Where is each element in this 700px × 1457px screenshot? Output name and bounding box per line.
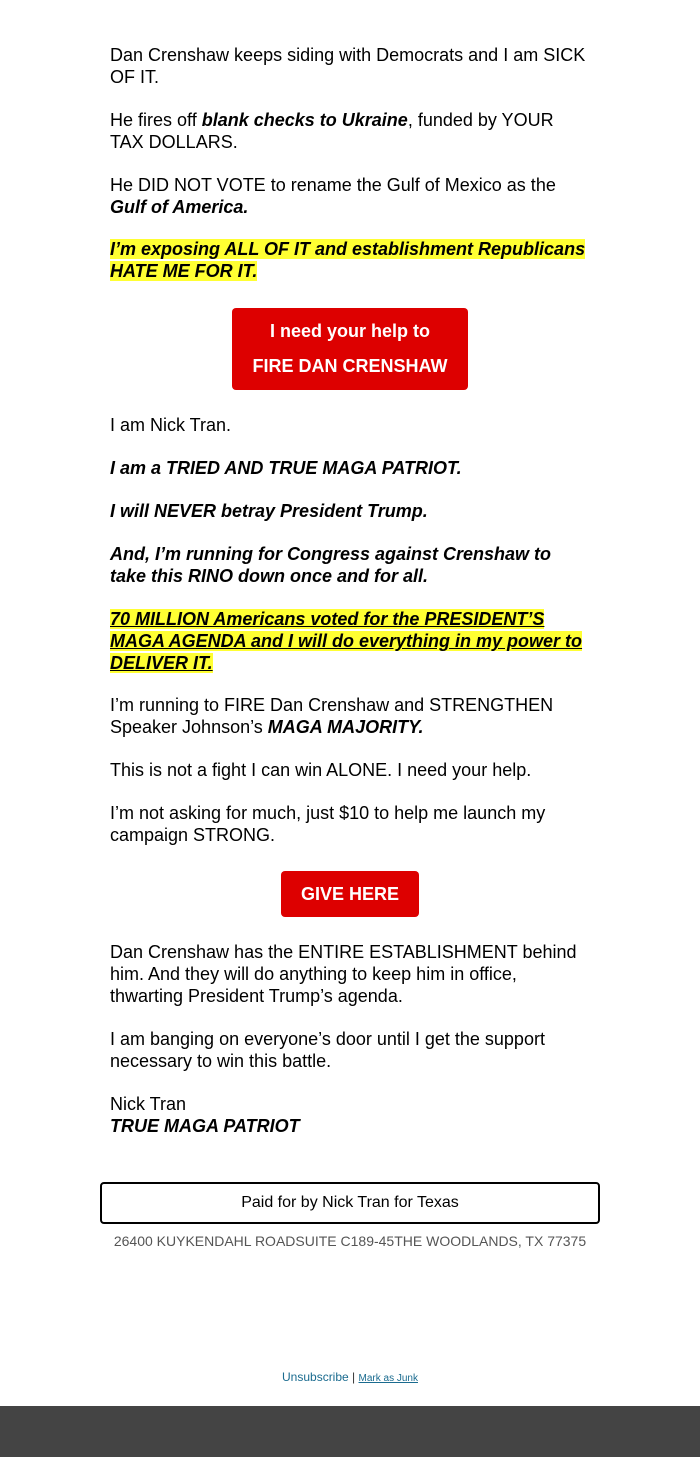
fire-crenshaw-button[interactable] <box>232 308 468 390</box>
paragraph-establishment: Dan Crenshaw has the ENTIRE ESTABLISHMENT behind him. And they will do anything to keep him in office, thwarting President Trump’s agenda. <box>110 942 577 1006</box>
footer-links <box>0 1370 700 1384</box>
paragraph-fire-crenshaw: I’m running to FIRE Dan Crenshaw and STRENGTHEN Speaker Johnson’s MAGA MAJORITY. <box>110 695 554 737</box>
give-here-button[interactable]: GIVE HERE <box>281 871 419 917</box>
mailing-address: 26400 KUYKENDAHL ROADSUITE C189-45THE WOODLANDS, TX 77375 <box>113 1233 587 1249</box>
paragraph-banging-doors: I am banging on everyone’s door until I get the support necessary to win this battle. <box>110 1029 545 1071</box>
signature <box>110 1093 590 1137</box>
fire-button-line2: FIRE DAN CRENSHAW <box>252 356 448 376</box>
paragraph-highlight-70-million: 70 MILLION Americans voted for the PRESIDENT’S MAGA AGENDA and I will do everything in my power to DELIVER IT. <box>110 609 583 673</box>
signature-name: Nick Tran <box>110 1094 187 1114</box>
signature-title: TRUE MAGA PATRIOT <box>110 1116 300 1136</box>
paragraph-nick-tran: I am Nick Tran. <box>110 415 232 435</box>
paragraph-gulf: He DID NOT VOTE to rename the Gulf of Mexico as the Gulf of America. <box>110 175 556 217</box>
paid-for-disclaimer: Paid for by Nick Tran for Texas <box>100 1182 600 1224</box>
unsubscribe-link[interactable]: Unsubscribe <box>282 1370 349 1384</box>
paragraph-sick-of-it: Dan Crenshaw keeps siding with Democrats and I am SICK OF IT. <box>110 45 586 87</box>
paragraph-never-betray: I will NEVER betray President Trump. <box>110 501 428 521</box>
paragraph-running-congress: And, I’m running for Congress against Crenshaw to take this RINO down once and for all. <box>110 544 552 586</box>
mark-as-junk-link[interactable]: Mark as Junk <box>358 1373 418 1384</box>
paragraph-ten-dollars: I’m not asking for much, just $10 to help me launch my campaign STRONG. <box>110 803 546 845</box>
paragraph-highlight-exposing: I’m exposing ALL OF IT and establishment Republicans HATE ME FOR IT. <box>110 239 586 281</box>
paragraph-not-alone: This is not a fight I can win ALONE. I need your help. <box>110 760 532 780</box>
footer-bar <box>0 1406 700 1457</box>
paragraph-ukraine: He fires off blank checks to Ukraine, funded by YOUR TAX DOLLARS. <box>110 110 554 152</box>
fire-button-line1: I need your help to <box>269 321 430 341</box>
link-separator: | <box>352 1370 356 1384</box>
paragraph-maga-patriot: I am a TRIED AND TRUE MAGA PATRIOT. <box>110 458 462 478</box>
